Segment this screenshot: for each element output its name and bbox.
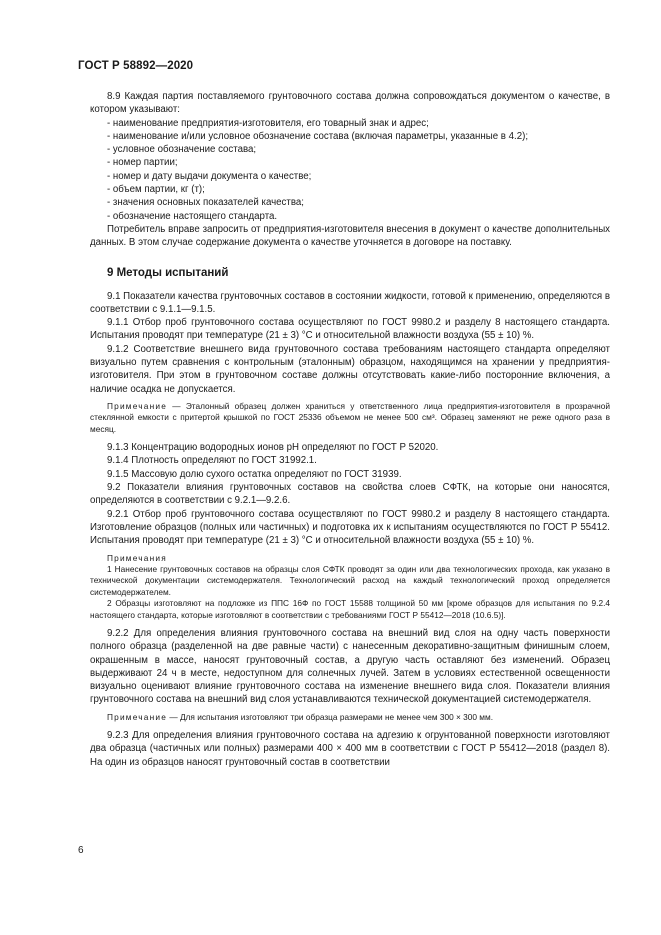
paragraph-9-1-4: 9.1.4 Плотность определяют по ГОСТ 31992.1. <box>107 455 317 467</box>
note-label: Примечание <box>107 400 168 411</box>
note-text: — Эталонный образец должен храниться у ответственного лица предприятия-изготовителя в прозрачной стеклянной емкости с притертой крышкой по ГОСТ 25336 объемом не менее 500 см³. Образец заменяют не реже одного раза в месяц. <box>90 400 610 434</box>
paragraph-9-2: 9.2 Показатели влияния грунтовочных составов на свойства слоев СФТК, на которые они наносятся, определяются в соответствии с 9.2.1—9.2.6. <box>90 482 610 507</box>
section-9-heading: 9 Методы испытаний <box>107 266 229 279</box>
list-item: - значения основных показателей качества; <box>107 197 304 209</box>
note-item: 1 Нанесение грунтовочных составов на образцы слоя СФТК проводят за один или два технологических прохода, как указано в технической документации системодержателя. Технологический расход на каждый технологический проход определяется системодержателем. <box>90 563 610 597</box>
paragraph-9-2-2: 9.2.2 Для определения влияния грунтовочного состава на внешний вид слоя на одну часть поверхности полного образца (разделенной на две равные части) с нанесенным декоративно-защитным финишным слоем, окрашенным в массе, наносят грунтовочный состав, а другую часть оставляют без изменений. Образец выдерживают 24 ч в месте, недоступном для солнечных лучей. Затем в условиях естественной освещенности визуально оценивают влияние грунтовочного состава на изменение внешнего вида слоя. Показатели влияния грунтовочного состава на внешний вид слоя устанавливаются технической документацией системодержателя. <box>90 627 610 706</box>
page-number: 6 <box>78 845 84 856</box>
quality-document-list <box>90 117 610 223</box>
document-body <box>90 90 610 769</box>
list-item: - номер партии; <box>107 157 178 169</box>
list-item: - номер и дату выдачи документа о качестве; <box>107 170 312 182</box>
note-item: 2 Образцы изготовляют на подложке из ППС 16Ф по ГОСТ 15588 толщиной 50 мм [кроме образцов для испытания по 9.2.4 настоящего стандарта, которые изготовляют в соответствии с требованиями ГОСТ Р 55412—2018 (10.6.5)]. <box>90 598 610 620</box>
list-item: - обозначение настоящего стандарта. <box>107 210 278 222</box>
list-item: - наименование и/или условное обозначение состава (включая параметры, указанные в 4.2); <box>107 130 529 142</box>
note-reference-sample <box>90 401 610 435</box>
list-item: - объем партии, кг (т); <box>107 184 205 196</box>
note-sample-size <box>90 712 610 723</box>
paragraph-9-2-1: 9.2.1 Отбор проб грунтовочного состава осуществляют по ГОСТ 9980.2 и разделу 8 настоящего стандарта. Изготовление образцов (полных или частичных) и подготовка их к испытаниям осуществляются по ГОСТ Р 55412. Испытания проводят при температуре (21 ± 3) °С и относительной влажности воздуха (55 ± 10) %. <box>90 508 610 547</box>
paragraph-consumer: Потребитель вправе запросить от предприятия-изготовителя внесения в документ о качестве дополнительных данных. В этом случае содержание документа о качестве уточняется в договоре на поставку. <box>90 223 610 249</box>
list-item: - наименование предприятия-изготовителя, его товарный знак и адрес; <box>107 117 429 129</box>
paragraph-9-1-2: 9.1.2 Соответствие внешнего вида грунтовочного состава требованиям настоящего стандарта определяют визуально путем сравнения с контрольным (эталонным) образцом, находящимся на хранении у предприятия-изготовителя. При этом в грунтовочном составе должны отсутствовать какие-либо посторонние включения, а наличие осадка не допускается. <box>90 343 610 395</box>
paragraph-9-1-3: 9.1.3 Концентрацию водородных ионов pH определяют по ГОСТ Р 52020. <box>107 442 439 454</box>
paragraph-9-1-1: 9.1.1 Отбор проб грунтовочного состава осуществляют по ГОСТ 9980.2 и разделу 8 настоящего стандарта. Испытания проводят при температуре (21 ± 3) °С и относительной влажности воздуха (55 ± 10) %. <box>90 317 610 342</box>
paragraph-9-2-3: 9.2.3 Для определения влияния грунтовочного состава на адгезию к огрунтованной поверхности изготовляют два образца (частичных или полных) размерами 400 × 400 мм в соответствии с ГОСТ Р 55412—2018 (раздел 8). На один из образцов наносят грунтовочный состав в соответствии <box>90 730 610 768</box>
paragraph-9-1: 9.1 Показатели качества грунтовочных составов в состоянии жидкости, готовой к применению, определяются в соответствии с 9.1.1—9.1.5. <box>90 290 610 315</box>
paragraph-9-1-5: 9.1.5 Массовую долю сухого остатка определяют по ГОСТ 31939. <box>107 468 402 480</box>
standard-header: ГОСТ Р 58892—2020 <box>78 60 194 72</box>
list-item: - условное обозначение состава; <box>107 144 257 156</box>
note-text: — Для испытания изготовляют три образца размерами не менее чем 300 × 300 мм. <box>167 711 494 722</box>
note-label: Примечание <box>107 711 168 722</box>
notes-heading: Примечания <box>107 552 167 563</box>
paragraph-8-9: 8.9 Каждая партия поставляемого грунтовочного состава должна сопровождаться документом о качестве, в котором указывают: <box>90 91 610 116</box>
